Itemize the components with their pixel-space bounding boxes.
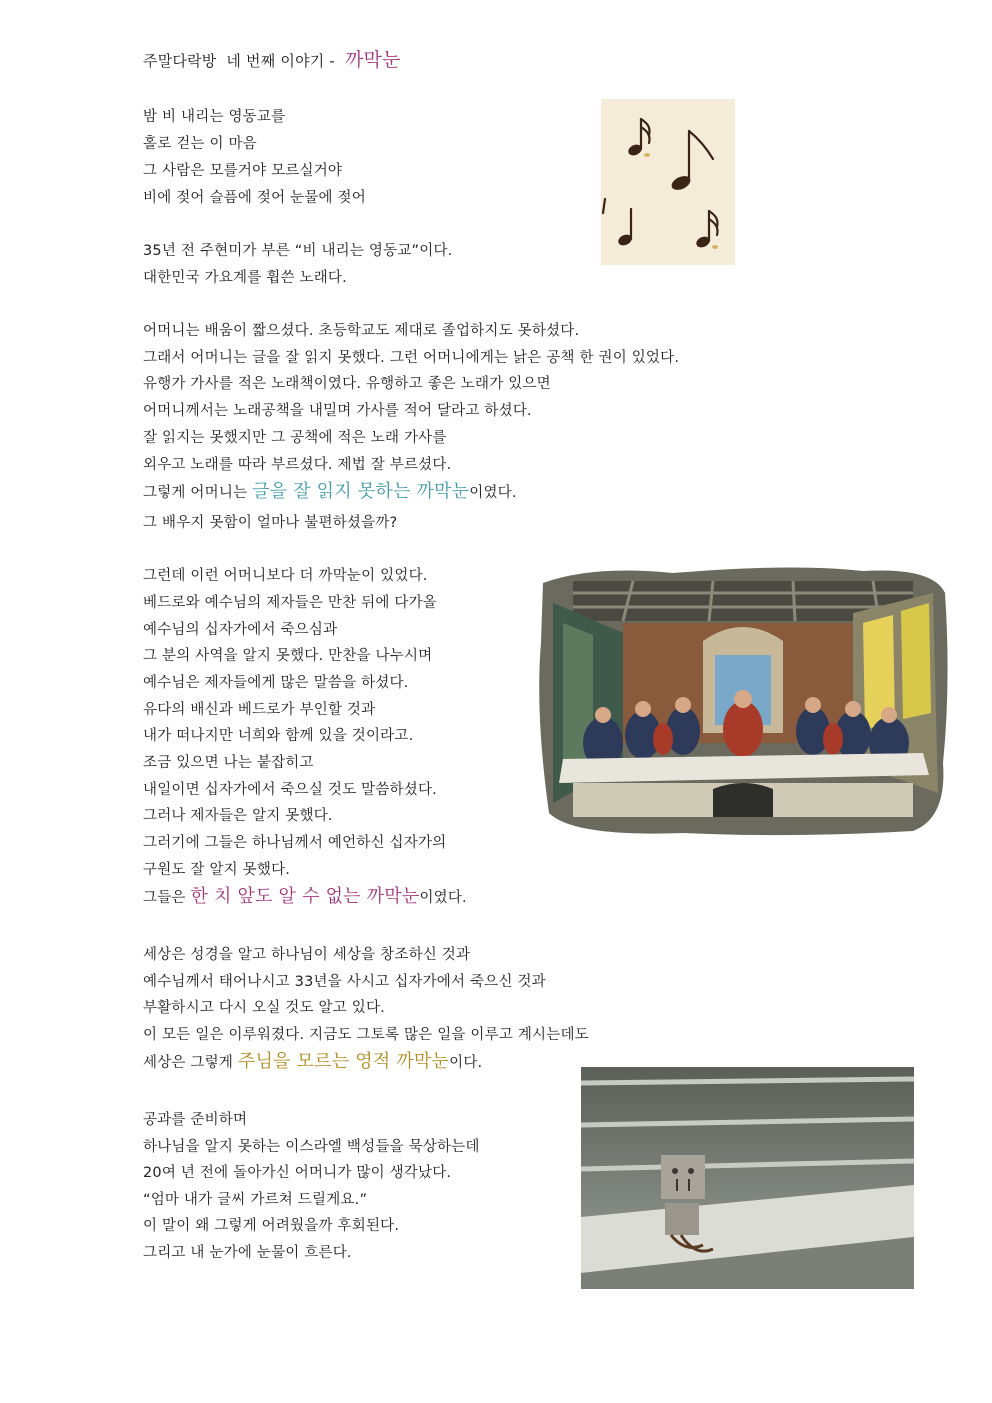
painting-illustration — [533, 563, 951, 838]
text-line: 내일이면 십자가에서 죽으실 것도 말씀하셨다. — [143, 782, 437, 798]
text-post: 이다. — [449, 1055, 483, 1071]
text-line: 예수님의 십자가에서 죽으심과 — [143, 622, 338, 638]
text-line: 그 분의 사역을 알지 못했다. 만찬을 나누시며 — [143, 648, 433, 664]
highlight-phrase: 주님을 모르는 영적 까막눈 — [237, 1051, 450, 1072]
wooden-figure-photo — [581, 1067, 914, 1289]
text-line: 이 모든 일은 이루워졌다. 지금도 그토록 많은 일을 이루고 계시는데도 — [143, 1027, 589, 1043]
text-post: 이였다. — [469, 485, 517, 501]
text-pre: 그렇게 어머니는 — [143, 485, 253, 501]
lyric-line: 밤 비 내리는 영동교를 — [143, 109, 286, 125]
text-line: 그래서 어머니는 글을 잘 읽지 못했다. 그런 어머니에게는 낡은 공책 한 권이 있었다. — [143, 350, 680, 366]
text-line: “엄마 내가 글씨 가르쳐 드릴게요.” — [143, 1192, 368, 1208]
title-prefix: 주말다락방 네 번째 이야기 - — [143, 52, 345, 70]
text-line: 하나님을 알지 못하는 이스라엘 백성들을 묵상하는데 — [143, 1139, 480, 1155]
text-line: 어머니께서는 노래공책을 내밀며 가사를 적어 달라고 하셨다. — [143, 403, 532, 419]
text-pre: 그들은 — [143, 890, 191, 906]
text-line: 예수님께서 태어나시고 33년을 사시고 십자가에서 죽으신 것과 — [143, 974, 546, 990]
wooden-figure-illustration — [581, 1067, 914, 1289]
title-accent: 까막눈 — [344, 49, 401, 71]
text-line: 그 배우지 못함이 얼마나 불편하셨을까? — [143, 515, 398, 531]
highlight-phrase: 글을 잘 읽지 못하는 까막눈 — [252, 481, 470, 502]
last-supper-painting — [533, 563, 951, 838]
text-line: 그리고 내 눈가에 눈물이 흐른다. — [143, 1245, 352, 1261]
text-line: 조금 있으면 나는 붙잡히고 — [143, 755, 314, 771]
lyric-line: 비에 젖어 슬픔에 젖어 눈물에 젖어 — [143, 190, 366, 206]
text-line: 어머니는 배움이 짧으셨다. 초등학교도 제대로 졸업하지도 못하셨다. — [143, 323, 580, 339]
text-line: 그러나 제자들은 알지 못했다. — [143, 808, 333, 824]
text-line: 대한민국 가요계를 휩쓴 노래다. — [143, 270, 347, 286]
text-line: 외우고 노래를 따라 부르셨다. 제법 잘 부르셨다. — [143, 457, 452, 473]
highlight-phrase: 한 치 앞도 알 수 없는 까막눈 — [190, 886, 420, 907]
text-line: 20여 년 전에 돌아가신 어머니가 많이 생각났다. — [143, 1165, 452, 1181]
text-line: 그런데 이런 어머니보다 더 까막눈이 있었다. — [143, 568, 428, 584]
text-line: 유행가 가사를 적은 노래책이였다. 유행하고 좋은 노래가 있으면 — [143, 376, 551, 392]
text-line: 세상은 성경을 알고 하나님이 세상을 창조하신 것과 — [143, 947, 471, 963]
text-line: 35년 전 주현미가 부른 “비 내리는 영동교”이다. — [143, 243, 453, 259]
lyric-line: 홀로 걷는 이 마음 — [143, 136, 257, 152]
page-title — [143, 50, 401, 71]
text-line: 이 말이 왜 그렇게 어려웠을까 후회된다. — [143, 1218, 400, 1234]
text-line: 구원도 잘 알지 못했다. — [143, 862, 291, 878]
text-line: 베드로와 예수님의 제자들은 만찬 뒤에 다가올 — [143, 595, 437, 611]
highlight-line — [143, 887, 467, 908]
text-post: 이였다. — [419, 890, 467, 906]
text-line: 유다의 배신과 베드로가 부인할 것과 — [143, 702, 376, 718]
highlight-line — [143, 482, 517, 503]
text-line: 예수님은 제자들에게 많은 말씀을 하셨다. — [143, 675, 409, 691]
lyric-line: 그 사람은 모를거야 모르실거야 — [143, 163, 343, 179]
music-notes-image — [601, 99, 735, 265]
text-line: 부활하시고 다시 오실 것도 알고 있다. — [143, 1000, 385, 1016]
text-line: 잘 읽지는 못했지만 그 공책에 적은 노래 가사를 — [143, 430, 447, 446]
text-pre: 세상은 그렇게 — [143, 1055, 238, 1071]
text-line: 공과를 준비하며 — [143, 1112, 248, 1128]
text-line: 내가 떠나지만 너희와 함께 있을 것이라고. — [143, 728, 414, 744]
text-line: 그러기에 그들은 하나님께서 예언하신 십자가의 — [143, 835, 447, 851]
highlight-line — [143, 1052, 482, 1073]
music-notes-icon — [601, 99, 735, 265]
